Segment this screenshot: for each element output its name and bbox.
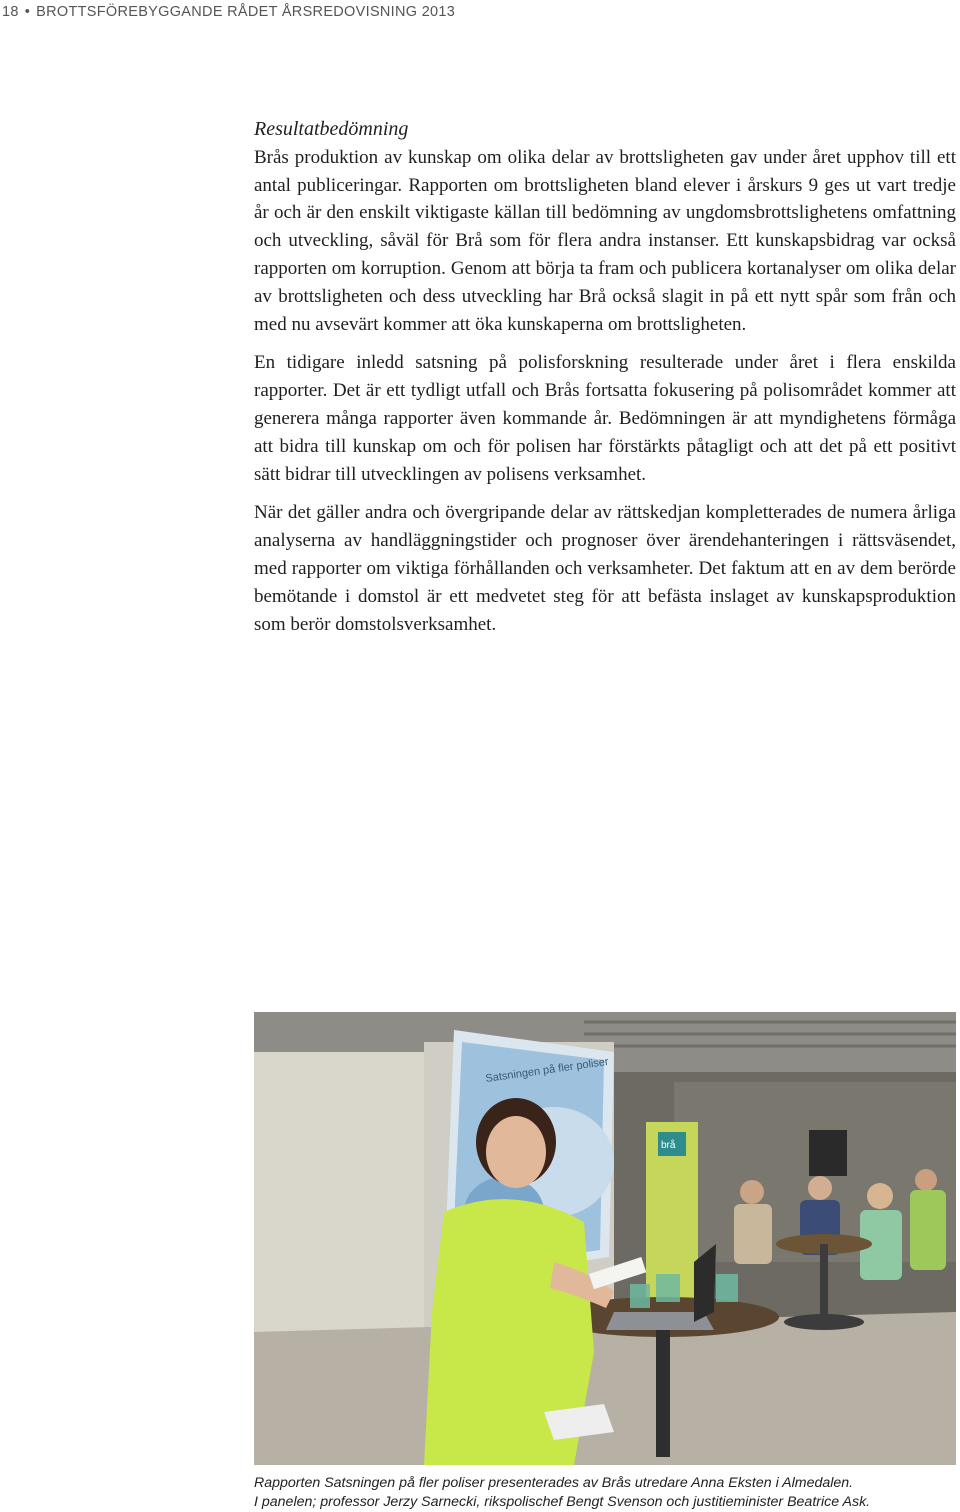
photo-caption: [254, 1474, 956, 1512]
caption-line-2: I panelen; professor Jerzy Sarnecki, rikspolischef Bengt Svenson och justitieminister Beatrice Ask.: [254, 1494, 871, 1510]
paragraph-1: Brås produktion av kunskap om olika delar av brottsligheten gav under året upphov till ett antal publiceringar. Rapporten om brottsligheten bland elever i årskurs 9 ges ut vart tredje år och är den enskilt viktigaste källan till bedömning av ungdomsbrottslighetens omfattning och utveckling, såväl för Brå som för flera andra instanser. Ett kunskapsbidrag var också rapporten om korruption. Genom att börja ta fram och publicera kortanalyser om olika delar av brottsligheten och dess utveckling har Brå också slagit in på ett nytt spår som från och med nu avsevärt kommer att öka kunskaperna om brottsligheten.: [254, 146, 956, 335]
slide-text: Satsningen på fler poliser: [484, 1055, 610, 1085]
page-number: 18: [2, 4, 19, 20]
caption-line-1: Rapporten Satsningen på fler poliser presenterades av Brås utredare Anna Eksten i Almedalen.: [254, 1475, 854, 1491]
photo-illustration: [254, 1012, 956, 1465]
paragraph-2: En tidigare inledd satsning på polisforskning resulterade under året i flera enskilda rapporter. Det är ett tydligt utfall och Brås fortsatta fokusering på polisområdet kommer att generera många rapporter även kommande år. Bedömningen är att myndighetens förmåga att bidra till kunskap om och för polisen har förstärkts påtagligt och att det på ett positivt sätt bidrar till utvecklingen av polisens verksamhet.: [254, 352, 956, 485]
article-section: [254, 116, 956, 649]
banner-logo: brå: [661, 1140, 676, 1151]
running-header: [2, 4, 455, 20]
header-bullet: •: [24, 4, 31, 20]
section-heading: Resultatbedömning: [254, 118, 409, 140]
event-photo: [254, 1012, 956, 1465]
paragraph-3: När det gäller andra och övergripande delar av rättskedjan kompletterades de numera årliga analyserna av handläggningstider och prognoser över ärendehanteringen i rättsväsendet, med rapporter om viktiga förhållanden och verksamheter. Det faktum att en av dem berörde bemötande i domstol är ett medvetet steg för att befästa inslaget av kunskapsproduktion som berör domstolsverksamhet.: [254, 502, 956, 635]
running-title: BROTTSFÖREBYGGANDE RÅDET ÅRSREDOVISNING 2013: [36, 4, 456, 20]
